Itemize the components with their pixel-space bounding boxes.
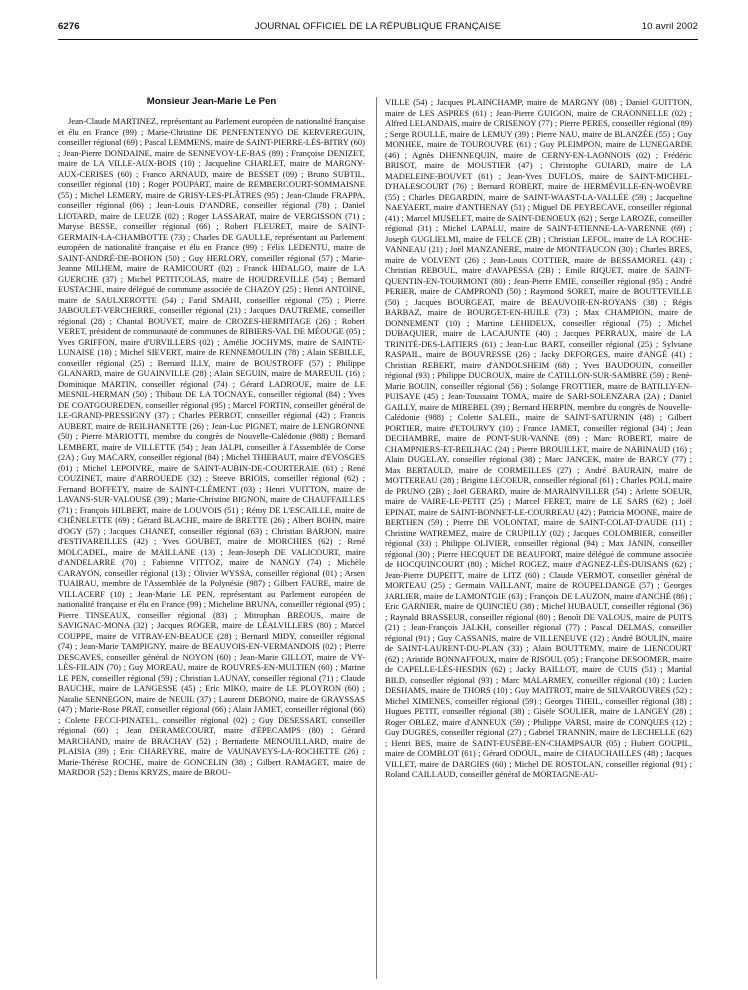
right-column-text: VILLE (54) ; Jacques PLAINCHAMP, maire de MARGNY (08) ; Daniel GUITTON, maire de LES ASPRES (61) ; Jean-Pierre GUIGON, maire de CRAONNELLE (02) ; Alfred LELANDAIS, maire de CRISENOY (77) ; Pierre PERES, conseiller régional (89) ; Serge ROULLE, maire de LEMUY (39) ; Pierre NAU, maire de BLANZÉE (55) ; Guy MONHEE, maire de TOUROUVRE (61) ; Guy PLEIMPON, maire de LUNEGARDE (46) ; Agnès DHENNEQUIN, maire de CERNY-EN-LAONNOIS (02) ; Frédéric BRISOT, maire de MOUSTIER (47) ; Christophe GUIARD, maire de LA MADELEINE-BOUVET (61) ; Jean-Yves DUFLOS, maire de SAINT-MICHEL-D'HALESCOURT (76) ; Bernard ROBERT, maire de HERMÉVILLE-EN-WOËVRE (55) ; Charles DEGARDIN, maire de SAINT-WAAST-LA-VALLÉE (59) ; Jacqueline NAEYAERT, maire d'ANTHENAY (51) ; Miguel DE PEYRECAVE, conseiller régional (41) ; Marcel MUSELET, maire de SAINT-DENOEUX (62) ; Serge LAROZE, conseiller régional (31) ; Michel LAPALU, maire de SAINT-ETIENNE-LA-VARENNE (69) ; Joseph GUGLIELMI, maire de FELCE (2B) ; Christian LEFOL, maire de LA ROCHE-VANNEAU (21) ; Joël MANZANERE, maire de MONTFAUCON (30) ; Charles BRES, maire de VOLVENT (26) ; Jean-Louis COTTIER, maire de BESSAMOREL (43) ; Christian REBOUL, maire d'AVAPESSA (2B) ; Emile RIQUET, maire de SAINT-QUENTIN-EN-TOURMONT (80) ; Jean-Pierre EMIE, conseiller régional (95) ; André PERIER, maire de CAMPROND (50) ; Raymond SORET, maire de BOUTTEVILLE (50) ; Jacques BOURGEAT, maire de BEAUVOIR-EN-ROYANS (38) ; Régis BARBAZ, maire de BOURGET-EN-HUILE (73) ; Max CHAMPION, maire de DONNEMENT (10) ; Martine LEHIDEUX, conseiller régional (75) ; Michel DUBAQUIER, maire de LACAJUNTE (40) ; Jacques PERRAUX, maire de LA TRINITÉ-DES-LAITIERS (61) ; Jean-Luc BART, conseiller régional (25) ; Sylviane RASPAIL, maire de BOUVRESSE (26) ; Jacky DEFORGES, maire d'ANGÉ (41) ; Christian REBERT, maire d'ANDOLSHEIM (68) ; Yves BAUDOUIN, conseiller régional (93) ; Philippe DUCROUX, maire de CATILLON-SUR-SAMBRE (59) ; René-Marie BOUIN, conseiller régional (56) ; Solange FROTTIER, maire de BATILLY-EN-PUISAYE (45) ; Jean-Toussaint TOMA, maire de SARI-SOLENZARA (2A) ; Daniel GAILLY, maire de MIREBEL (39) ; Bernard HERPIN, membre du congrès de Nouvelle-Calédonie (988) ; Colette SALEIL, maire de SAINT-SATURNIN (48) ; Gilbert PORTIER, maire d'ETOURVY (10) ; France JAMET, conseiller régional (34) ; Jean DECHAMBRE, maire de PONT-SUR-VANNE (89) ; Marc ROBERT, maire de CHAMPNIERS-ET-REILHAC (24) ; Pierre BROUILLET, maire de NABINAUD (16) ; Alain DUGELAY, conseiller régional (38) ; Marc JANCEK, maire de BARCY (77) ; Max BERTAULD, maire de CORMEILLES (27) ; André BAURAIN, maire de MOTTEREAU (28) ; Brigitte LECOEUR, conseiller régional (61) ; Charles POLI, maire de PRUNO (2B) ; Joël GERARD, maire de MARAINVILLER (54) ; Arlette SOEUR, maire de VAIRE-LE-PETIT (25) ; Marcel FERET, maire de LE SARS (62) ; Joël EPINAT, maire de SAINT-BONNET-LE-COURREAU (42) ; Patricia MOONE, maire de BERTHEN (59) ; Pierre DE VOLONTAT, maire de SAINT-COLAT-D'AUDE (11) ; Christine WATREMEZ, maire de CRUPILLY (02) ; Jacques COLOMBIER, conseiller régional (33) ; Philippe OLIVIER, conseiller régional (94) ; Max JANIN, conseiller régional (30) ; Pierre HECQUET DE BEAUFORT, maire délégué de commune associée de HOCQUINCOURT (80) ; Michel ROGEZ, maire d'AGNEZ-LÈS-DUISANS (62) ; Jean-Pierre DUPEITT, maire de LITZ (60) ; Claude VERMOT, conseiller général de MORTEAU (25) ; Germain VAILLANT, maire de ROUPELDANGE (57) ; Georges JARLIER, maire de LAMONTGIE (63) ; François DE LAUZON, maire d'ANCHÉ (86) ; Eric GARNIER, maire de QUINCIEU (38) ; Michel HUBAULT, conseiller régional (36) ; Raynald BRASSEUR, conseiller régional (80) ; Benoît DE VALOUS, maire de PUITS (21) ; Jean-François JALKH, conseiller régional (77) ; Pascal DELMAS, conseiller régional (91) ; Guy CASSANIS, maire de VILLENEUVE (12) ; André BOULIN, maire de SAINT-LAURENT-DU-PLAN (33) ; Alain BOUTTEMY, maire de LIENCOURT (62) ; Aristide BONNAFFOUX, maire de RISOUL (05) ; Françoise DESOOMER, maire de CAPELLE-LÈS-HESDIN (62) ; Jacky BAILLOT, maire de CUIS (51) ; Martial BILD, conseiller régional (93) ; Marc MALARMEY, conseiller régional (10) ; Lucien DESHAMS, maire de THORS (10) ; Guy MAITROT, maire de SILVAROUVRES (52) ; Michel XIMENES, conseiller régional (59) ; Georges THEIL, conseiller régional (38) ; Hugues PETIT, conseiller régional (38) ; Gisèle SOULIER, maire de LANGEY (28) ; Roger OBLEZ, maire d'ANNEUX (59) ; Philippe VARSI, maire de CONQUES (12) ; Guy DUGRES, conseiller régional (27) ; Gabriel TRANNIN, maire de LECHELLE (62) ; Henri BES, maire de SAINT-EUSÈBE-EN-CHAMPSAUR (05) ; Hubert GOUPIL, maire de COMBLOT (61) ; Gérard ODOUL, maire de CHAUCHAILLES (48) ; Jacques VILLET, maire de DARGIES (60) ; Michel DE ROSTOLAN, conseiller régional (91) ; Roland CAILLAUD, conseiller général de MORTAGNE-AU- — [385, 97, 692, 779]
page-header — [58, 21, 698, 35]
journal-title: JOURNAL OFFICIEL DE LA RÉPUBLIQUE FRANÇAISE — [254, 21, 502, 32]
issue-date: 10 avril 2002 — [641, 21, 698, 32]
column-divider — [376, 97, 377, 979]
left-column — [58, 116, 365, 984]
page-number: 6276 — [58, 21, 80, 32]
section-title: Monsieur Jean-Marie Le Pen — [146, 96, 277, 107]
header-rule — [58, 39, 698, 40]
right-column — [385, 97, 692, 985]
left-column-text: Jean-Claude MARTINEZ, représentant au Parlement européen de nationalité française et élu en France (99) ; Marie-Christine DE PENFENTENYO DE KERVEREGUIN, conseiller régional (69) ; Pascal LEMMENS, maire de SAINT-PIERRE-LÈS-BITRY (60) ; Jean-Pierre DONDAINE, maire de SENNEVOY-LE-BAS (89) ; Françoise DENIZET, maire de LA VILLE-AUX-BOIS (10) ; Jacqueline CHARLET, maire de MARGNY-AUX-CERISES (60) ; Franco ARNAUD, maire de BESSET (09) ; Bruno SUBTIL, conseiller régional (10) ; Roger POUPART, maire de REMBERCOURT-SOMMAISNE (55) ; Michel LEMERY, maire de GRISY-LES-PLÂTRES (95) ; Jean-Claude FRAPPA, conseiller régional (06) ; Jean-Louis D'ANDRE, conseiller régional (78) ; Daniel LIOTARD, maire de LEUZE (02) ; Roger LASSARAT, maire de VERGISSON (71) ; Maryse BESSE, conseiller régional (66) ; Robert FLEURET, maire de SAINT-GERMAIN-LA-CHAMBOTTE (73) ; Charles DE GAULLE, représentant au Parlement européen de nationalité française et élu en France (99) ; Félix LEDENTU, maire de SAINT-ANDRÉ-DE-BOHON (50) ; Guy HERLORY, conseiller régional (57) ; Marie-Jeanne MILHEM, maire de RAMICOURT (02) ; Franck HIDALGO, maire de LA GUERCHE (37) ; Michel PETITCOLAS, maire de HOUDREVILLE (54) ; Bernard EUSTACHE, maire délégué de commune associée de CHAZOY (25) ; Henri ANTOINE, maire de SAULXEROTTE (54) ; Farid SMAHI, conseiller régional (75) ; Pierre JABOULET-VERCHERRE, conseiller régional (21) ; Jacques DAUTREME, conseiller régional (28) ; Chantal BOUVET, maire de CROZES-HERMITAGE (26) ; Robert VERET, président de communauté de communes de RIBIERS-VAL DE MÉOUGE (05) ; Yves GRIFFON, maire d'URVILLERS (02) ; Amélie JOCHYMS, maire de SAINTE-LUNAISE (18) ; Michel SIEVERT, maire de RENNEMOULIN (78) ; Alain SEBILLE, conseiller régional (25) ; Bernard ILLY, maire de BOUSTROFF (57) ; Philippe GLANARD, maire de GUAINVILLE (28) ; Alain SEGUIN, maire de MAREUIL (16) ; Dominique MARTIN, conseiller régional (74) ; Gérard LADROUE, maire de LE MESNIL-HERMAN (50) ; Thibaut DE LA TOCNAYE, conseiller régional (84) ; Yves DE COATGOUREDEN, conseiller régional (95) ; Marcel FORTIN, conseiller général de LE-GRAND-PRESSIGNY (37) ; Charles PERROT, conseiller régional (42) ; Francis AUBERT, maire de REILHANETTE (26) ; Jean-Luc PIGNET, maire de LENGRONNE (50) ; Pierre MARIOTTI, membre du congrès de Nouvelle-Calédonie (988) ; Bernard LEMBERT, maire de VILLETTE (54) ; Jean JALPI, conseiller à l'Assemblée de Corse (2A) ; Guy MACARY, conseiller régional (84) ; Michel THIEBAUT, maire d'EVOSGES (01) ; Michel LEPOIVRE, maire de SAINT-AUBIN-DE-COURTERAIE (61) ; René COUZINET, maire d'ARROUEDE (32) ; Steeve BRIOIS, conseiller régional (62) ; Fernand BOFFETY, maire de SAINT-CLÉMENT (03) ; Henri VUITTON, maire de LAVANS-SUR-VALOUSE (39) ; Marie-Christine BIGNON, maire de CHAUFFAILLES (71) ; François HILBERT, maire de LOUVOIS (51) ; Rémy DE L'ESCAILLE, maire de CHÊNELETTE (69) ; Gérard BLACHE, maire de BRETTE (26) ; Albert BOHN, maire d'OGY (57) ; Jacques CHANET, conseiller régional (63) ; Christian BARJON, maire d'ESTIVAREILLES (42) ; Yves GOUBET, maire de MORCHIES (62) ; René MOLCADEL, maire de MAILLANE (13) ; Jean-Joseph DE VALICOURT, maire d'ANDELARRE (70) ; Fabienne VITTOZ, maire de NANGY (74) ; Michèle CARAYON, conseiller régional (13) ; Olivier WYSSA, conseiller régional (01) ; Arsen TUAIRAU, membre de l'Assemblée de la Polynésie (987) ; Gilbert FAURE, maire de VILLACERF (10) ; Jean-Marie LE PEN, représentant au Parlement européen de nationalité française et élu en France (99) ; Micheline BRUNA, conseiller régional (95) ; Pierre TINSEAUX, conseiller régional (83) ; Mitrophan BREOUS, maire de SAVIGNAC-MONA (32) ; Jacques ROGER, maire de LÉALVILLERS (80) ; Marcel COUPPE, maire de VITRAY-EN-BEAUCE (28) ; Bernard MIDY, conseiller régional (74) ; Jean-Marie TAMPIGNY, maire de BEAUVOIS-EN-VERMANDOIS (02) ; Pierre DESCAVES, conseiller général de NOYON (60) ; Jean-Marie GILLOT, maire de VY-LÈS-FILAIN (70) ; Guy MOREAU, maire de ROUVRES-EN-MULTIEN (60) ; Marine LE PEN, conseiller régional (59) ; Christian LAUNAY, conseiller régional (71) ; Claude BAUCHE, maire de LANGESSE (45) ; Eric MIKO, maire de LE PLOYRON (60) ; Natalie SENNEGON, maire de NEUIL (37) ; Laurent DEBONO, maire de GRAYSSAS (47) ; Marie-Rose PRAT, conseiller régional (66) ; Alain JAMET, conseiller régional (66) ; Colette FECCI-PINATEL, conseiller régional (02) ; Guy DESESSART, conseiller régional (60) ; Jean DERAMECOURT, maire d'ÉPECAMPS (80) ; Gérard MARCHAND, maire de BRACHAY (52) ; Bernadette MENOUILLARD, maire de PLAISIA (39) ; Eric CHAREYRE, maire de VAUNAVEYS-LA-ROCHETTE (26) ; Marie-Thérèse ROCHE, maire de GONCELIN (38) ; Gilbert RAMAGET, maire de MARDOR (52) ; Denis KRYZS, maire de BROU- — [58, 116, 365, 777]
